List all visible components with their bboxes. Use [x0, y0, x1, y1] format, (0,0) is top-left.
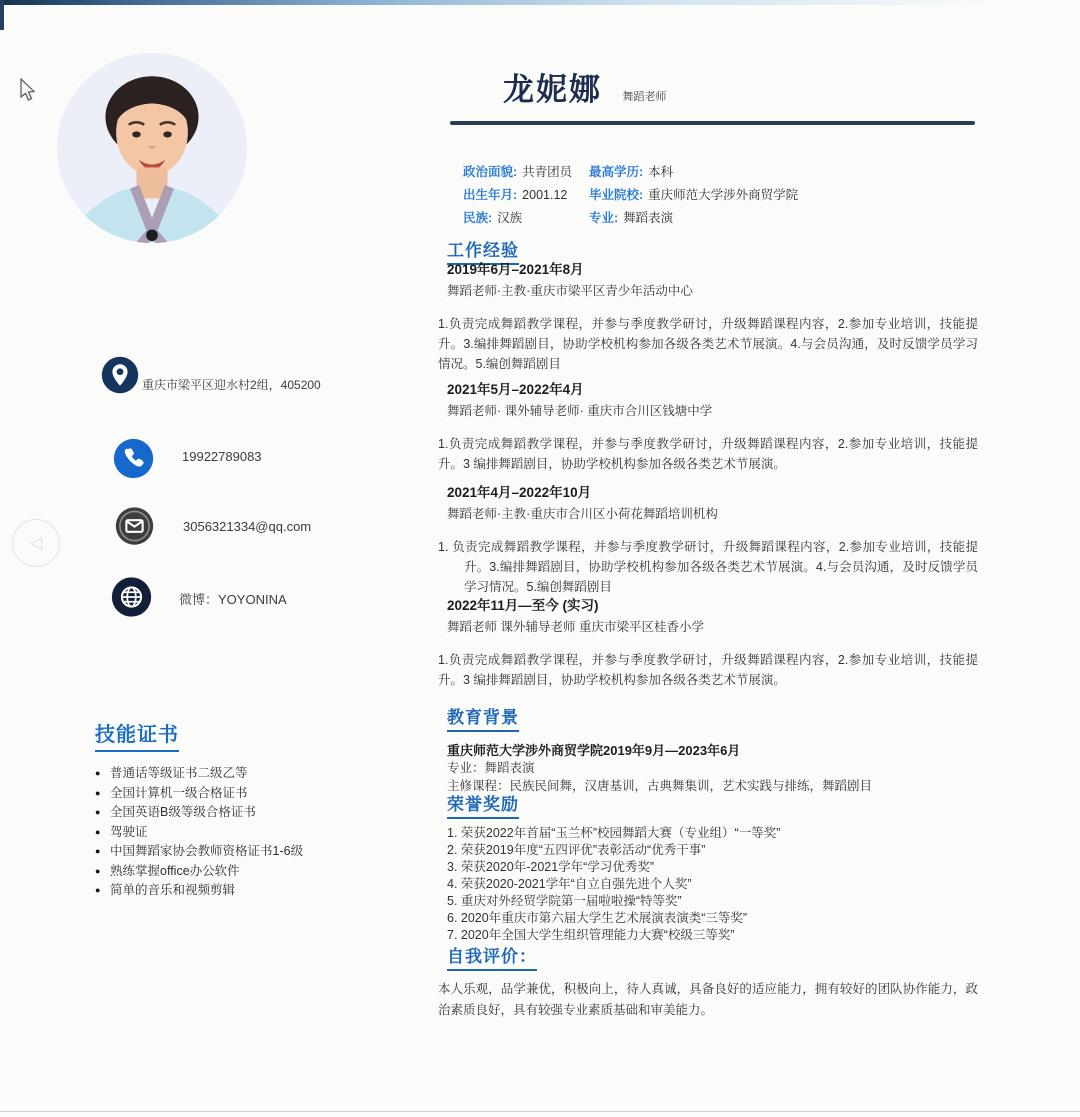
envelope-icon [115, 506, 154, 546]
honor-item: 7. 2020年全国大学生组织管理能力大赛“校级三等奖” [447, 928, 735, 942]
honor-item: 4. 荣获2020-2021学年“自立自强先进个人奖” [447, 877, 692, 891]
work-description: 1.负责完成舞蹈教学课程，并参与季度教学研讨，升级舞蹈课程内容，2.参加专业培训，技能提升。3 编排舞蹈剧目，协助学校机构参加各级各类艺术节展演。 [438, 653, 978, 687]
work-entry [438, 484, 978, 597]
weibo-text: 微博：YOYONINA [179, 592, 287, 607]
personal-info-grid [463, 163, 978, 227]
profile-photo [55, 50, 249, 246]
skill-item: ● 全国英语B级等级合格证书 [95, 803, 365, 823]
honor-item: 5. 重庆对外经贸学院第一届啦啦操“特等奖” [447, 894, 682, 908]
self-evaluation-title: 自我评价： [447, 942, 537, 971]
skill-item: ● 中国舞蹈家协会教师资格证书1-6级 [95, 842, 365, 862]
info-political: 政治面貌: 共青团员 [463, 165, 573, 179]
work-period: 2021年5月–2022年4月 [447, 382, 584, 397]
header-divider [450, 121, 975, 125]
skill-item: ● 熟练掌握office办公软件 [95, 862, 365, 882]
location-pin-icon [101, 355, 139, 395]
skill-item: ● 普通话等级证书二级乙等 [95, 764, 365, 784]
education-courses: 主修课程：民族民间舞，汉唐基训，古典舞集训，艺术实践与排练，舞蹈剧目 [447, 779, 873, 793]
work-period: 2022年11月—至今 (实习) [447, 598, 599, 613]
page-bottom-edge [0, 1111, 1080, 1112]
candidate-job-title: 舞蹈老师 [622, 91, 667, 103]
work-role: 舞蹈老师· 课外辅导老师· 重庆市合川区钱塘中学 [447, 404, 713, 418]
skill-item: ● 简单的音乐和视频剪辑 [95, 881, 365, 901]
work-description: 1.负责完成舞蹈教学课程，并参与季度教学研讨，升级舞蹈课程内容，2.参加专业培训，技能提升。3 编排舞蹈剧目，协助学校机构参加各级各类艺术节展演。 [438, 437, 978, 471]
address-text: 重庆市梁平区迎水村2组，405200 [142, 378, 321, 392]
window-corner-edge [0, 0, 4, 30]
work-entry [438, 261, 978, 374]
education-school-period: 重庆师范大学涉外商贸学院2019年9月—2023年6月 [447, 743, 741, 758]
work-role: 舞蹈老师·主教·重庆市合川区小荷花舞蹈培训机构 [447, 507, 718, 521]
honors-section-title: 荣誉奖励 [447, 790, 519, 819]
work-description: 1.负责完成舞蹈教学课程，并参与季度教学研讨，升级舞蹈课程内容，2.参加专业培训，技能提升。3.编排舞蹈剧目，协助学校机构参加各级各类艺术节展演。4.与会员沟通，及时反馈学员学习情况。5.编创舞蹈剧目 [438, 317, 978, 371]
work-entry [438, 597, 978, 690]
candidate-name: 龙妮娜 [503, 72, 602, 107]
skills-section [95, 718, 365, 901]
skill-item: ● 全国计算机一级合格证书 [95, 784, 365, 804]
window-top-edge [0, 0, 1080, 5]
phone-icon [113, 437, 154, 480]
info-major: 专业: 舞蹈表演 [589, 211, 674, 225]
info-degree: 最高学历: 本科 [589, 165, 674, 179]
name-block [503, 64, 666, 109]
work-description: 1. 负责完成舞蹈教学课程，并参与季度教学研讨，升级舞蹈课程内容，2.参加专业培训，技能提升。3.编排舞蹈剧目，协助学校机构参加各级各类艺术节展演。4.与会员沟通，及时反馈学员学习情况。5.编创舞蹈剧目 [438, 540, 978, 594]
work-period: 2019年6月–2021年8月 [447, 262, 584, 277]
work-role: 舞蹈老师 课外辅导老师 重庆市梁平区桂香小学 [447, 620, 704, 634]
honors-list [447, 825, 978, 944]
honor-item: 1. 荣获2022年首届“玉兰杯”校园舞蹈大赛（专业组）“一等奖” [447, 826, 781, 840]
self-evaluation-text: 本人乐观，品学兼优，积极向上，待人真诚，具备良好的适应能力，拥有较好的团队协作能力，政治素质良好，具有较强专业素质基础和审美能力。 [438, 982, 978, 1017]
education-section [447, 703, 978, 795]
work-role: 舞蹈老师·主教·重庆市梁平区青少年活动中心 [447, 284, 693, 298]
education-major: 专业：舞蹈表演 [447, 761, 535, 775]
work-section-title: 工作经验 [447, 236, 519, 265]
honor-item: 3. 荣获2020年-2021学年“学习优秀奖” [447, 860, 655, 874]
phone-text: 19922789083 [182, 449, 262, 464]
work-period: 2021年4月–2022年10月 [447, 485, 592, 500]
education-section-title: 教育背景 [447, 703, 519, 732]
skill-item: ● 驾驶证 [95, 823, 365, 843]
honor-item: 2. 荣获2019年度“五四评优”表彰活动“优秀干事” [447, 843, 706, 857]
info-school: 毕业院校: 重庆师范大学涉外商贸学院 [589, 188, 799, 202]
honors-section [447, 790, 978, 944]
honor-item: 6. 2020年重庆市第六届大学生艺术展演表演类“三等奖” [447, 911, 748, 925]
skills-list [95, 764, 365, 901]
previous-page-button[interactable]: ◁ [12, 519, 60, 567]
self-evaluation-section [438, 942, 978, 1020]
skills-section-title: 技能证书 [95, 718, 179, 752]
globe-icon [111, 576, 152, 618]
work-entry [438, 381, 978, 474]
info-ethnic: 民族: 汉族 [463, 211, 523, 225]
mouse-cursor-icon [20, 78, 37, 102]
info-birth: 出生年月: 2001.12 [463, 188, 568, 202]
email-text: 3056321334@qq.com [183, 519, 312, 534]
